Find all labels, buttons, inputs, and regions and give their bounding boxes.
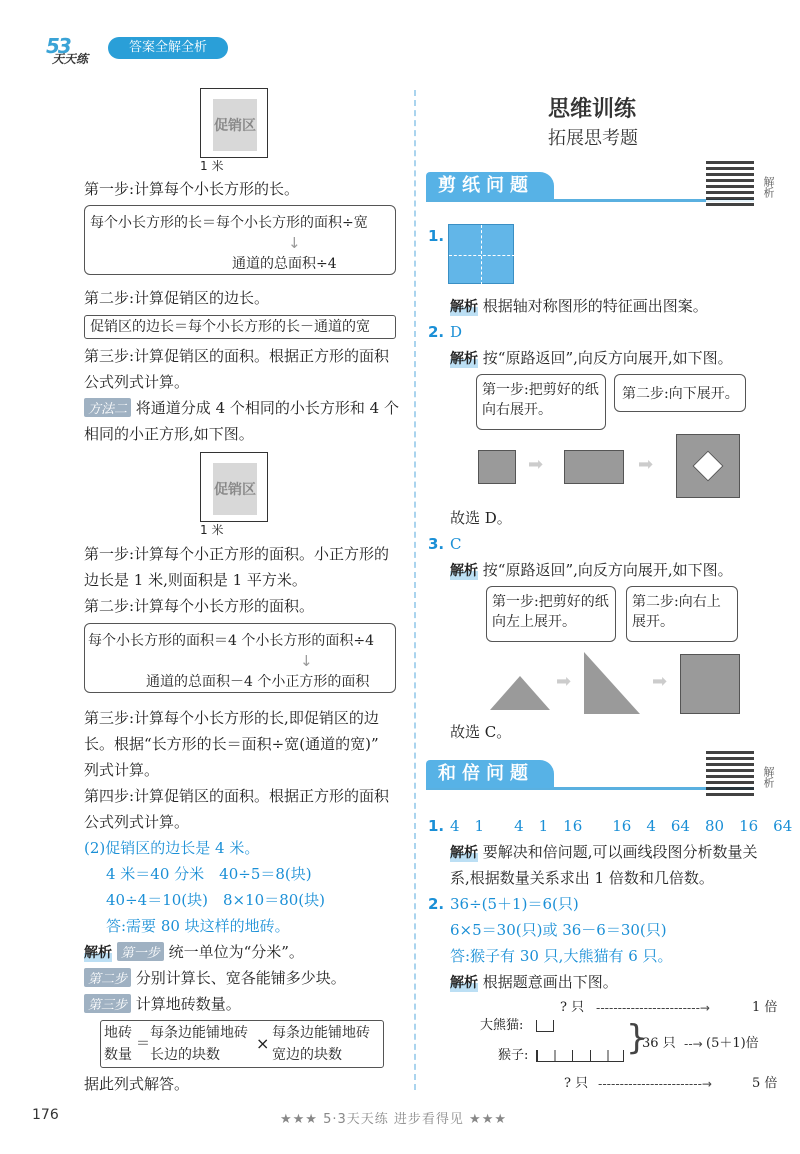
page-title: 思维训练 [548,97,637,122]
step3-line2: 公式列式计算。 [84,373,190,391]
q2-fold-2 [564,450,624,484]
formula4-left2: 数量 [104,1047,132,1063]
formula3-line1: 每个小长方形的面积＝4 个小长方形的面积÷4 [88,633,374,649]
promo-diagram-2 [200,452,268,522]
q3-analysis [450,560,733,580]
step3-tag: 第三步 [84,994,131,1013]
step1-text: 第一步:计算每个小长方形的长。 [84,180,300,198]
seg-panda-bar [536,1020,554,1032]
q3-analysis-text: 按“原路返回”,向反方向展开,如下图。 [482,561,733,579]
h1-number: 1. [428,817,445,835]
h1-analysis-line2: 系,根据数量关系求出 1 倍数和几倍数。 [450,869,714,887]
brand-logo [46,34,102,66]
s3-line2: 长。根据“长方形的长＝面积÷宽(通道的宽)” [84,735,379,753]
analysis-label: 解析 [450,348,478,368]
q1-figure [448,224,514,284]
q1-analysis [450,296,708,316]
s3-line3: 列式计算。 [84,761,160,779]
analysis-step3 [84,994,241,1014]
step3-desc: 计算地砖数量。 [135,995,241,1013]
qr-code-icon[interactable] [706,748,754,796]
q2-conclusion: 故选 D。 [450,509,512,527]
section-title: 剪纸问题 [426,172,554,200]
h1-values: 4 1 4 1 16 16 4 64 80 16 64 [450,817,793,835]
q3-bubble1-text: 第一步:把剪好的纸向左上展开。 [492,594,609,630]
answer-line1: 4 米＝40 分米 40÷5＝8(块) [106,865,312,883]
formula4-right1: 每条边能铺地砖 [272,1025,370,1041]
section-sum-multiple [426,760,754,790]
step3-line1: 第三步:计算促销区的面积。根据正方形的面积 [84,347,390,365]
arrow-right-icon: ➡ [652,671,668,692]
seg-brace: } [626,1018,648,1058]
step1-tag: 第一步 [117,942,164,961]
formula1-line2: 通道的总面积÷4 [232,256,337,272]
s3-line1: 第三步:计算每个小长方形的长,即促销区的边 [84,709,379,727]
method2-text: 将通道分成 4 个相同的小长方形和 4 个 [135,399,399,417]
seg-top-arrow: ------------------------→ [596,1001,710,1015]
analysis-step2 [84,968,346,988]
qr-code-icon[interactable] [706,158,754,206]
equals-sign: ＝ [136,1036,150,1052]
s2-text: 第二步:计算每个小长方形的面积。 [84,597,315,615]
method2-tag: 方法二 [84,398,131,417]
answer-line3: 答:需要 80 块这样的地砖。 [106,917,290,935]
promo-diagram-1 [200,88,268,158]
arrow-right-icon: ➡ [556,671,572,692]
q3-conclusion: 故选 C。 [450,723,512,741]
promo-area [213,99,257,151]
q2-bubble1-text: 第一步:把剪好的纸向右展开。 [482,382,599,418]
analysis-label: 解析 [450,972,478,992]
q2-fold-3 [676,434,740,498]
page-number: 176 [32,1107,59,1123]
q3-answer: C [450,535,462,553]
q2-answer: D [450,323,463,341]
h2-line1: 36÷(5＋1)＝6(只) [450,895,579,913]
s1-line1: 第一步:计算每个小正方形的面积。小正方形的 [84,545,390,563]
answer-heading: (2)促销区的边长是 4 米。 [84,839,260,857]
analysis-label: 解析 [450,296,478,316]
seg-bottom-arrow: ------------------------→ [598,1077,712,1091]
q2-fold-1 [478,450,516,484]
q3-fold-3 [680,654,740,714]
q3-number: 3. [428,535,445,553]
seg-total-arrow: --→ [684,1037,703,1051]
step2-tag: 第二步 [84,968,131,987]
q3-fold-1 [490,676,550,710]
section-title: 和倍问题 [426,760,554,788]
section-paper-cutting [426,172,754,202]
seg-5bei: 5 倍 [752,1076,778,1091]
step2-text: 第二步:计算促销区的边长。 [84,289,270,307]
formula1-line1: 每个小长方形的长＝每个小长方形的面积÷宽 [90,215,368,231]
analysis-label: 解析 [450,560,478,580]
h2-analysis-text: 根据题意画出下图。 [482,973,618,991]
seg-monkey-label: 猴子: [498,1048,529,1063]
formula4-mid1: 每条边能铺地砖 [150,1025,248,1041]
column-divider [414,90,416,1090]
arrow-down-icon: ↓ [288,234,301,252]
q2-bubble2-text: 第二步:向下展开。 [622,386,739,402]
q3-bubble2-text: 第二步:向右上展开。 [632,594,721,630]
arrow-right-icon: ➡ [638,454,654,475]
formula2: 促销区的边长＝每个小长方形的长－通道的宽 [90,319,370,335]
diagram1-unit: 1 米 [200,159,224,173]
h1-analysis-text: 要解决和倍问题,可以画线段图分析数量关 [482,843,758,861]
formula4-left1: 地砖 [104,1025,132,1041]
s4-line1: 第四步:计算促销区的面积。根据正方形的面积 [84,787,390,805]
seg-panda-label: 大熊猫: [480,1018,524,1033]
seg-1bei: 1 倍 [752,1000,778,1015]
seg-total: 36 只 [642,1036,676,1051]
method2-line1 [84,398,399,418]
analysis-step1 [84,942,304,962]
formula4-right2: 宽边的块数 [272,1047,342,1063]
q1-number: 1. [428,227,445,245]
analysis-label: 解析 [84,942,112,962]
q1-analysis-text: 根据轴对称图形的特征画出图案。 [482,297,708,315]
s1-line2: 边长是 1 米,则面积是 1 平方米。 [84,571,307,589]
q2-number: 2. [428,323,445,341]
seg-monkey-bar [536,1050,624,1062]
answer-line2: 40÷4＝10(块) 8×10＝80(块) [106,891,325,909]
diagram2-unit: 1 米 [200,523,224,537]
method2-line2: 相同的小正方形,如下图。 [84,425,254,443]
formula3-line2: 通道的总面积－4 个小正方形的面积 [146,674,370,690]
s4-line2: 公式列式计算。 [84,813,190,831]
qr-side-label: 解析 [762,766,775,788]
formula4-end: 据此列式解答。 [84,1075,190,1093]
promo-area-2 [213,463,257,515]
seg-top-label: ? 只 [560,1000,585,1015]
h2-analysis [450,972,618,992]
q2-analysis [450,348,733,368]
analysis-label: 解析 [450,842,478,862]
h1-analysis-line1 [450,842,758,862]
step2-desc: 分别计算长、宽各能铺多少块。 [135,969,346,987]
h2-number: 2. [428,895,445,913]
promo-label: 促销区 [214,118,256,134]
header-tag: 答案全解全析 [108,37,228,59]
arrow-right-icon: ➡ [528,454,544,475]
footer-slogan: ★★★ 5·3天天练 进步看得见 ★★★ [280,1112,507,1127]
formula4-mid2: 长边的块数 [150,1047,220,1063]
h2-line2: 6×5＝30(只)或 36－6＝30(只) [450,921,667,939]
times-sign: × [256,1034,270,1053]
page-subtitle: 拓展思考题 [548,128,638,149]
step1-desc: 统一单位为“分米”。 [168,943,304,961]
q2-analysis-text: 按“原路返回”,向反方向展开,如下图。 [482,349,733,367]
q3-fold-2 [584,652,640,714]
promo-label-2: 促销区 [214,482,256,498]
qr-side-label: 解析 [762,176,775,198]
seg-bottom-label: ? 只 [564,1076,589,1091]
logo-text: 天天练 [52,52,89,66]
arrow-down-icon: ↓ [300,652,313,670]
h2-line3: 答:猴子有 30 只,大熊猫有 6 只。 [450,947,673,965]
seg-sum: (5＋1)倍 [706,1036,759,1051]
logo-number: 53 [46,34,70,58]
